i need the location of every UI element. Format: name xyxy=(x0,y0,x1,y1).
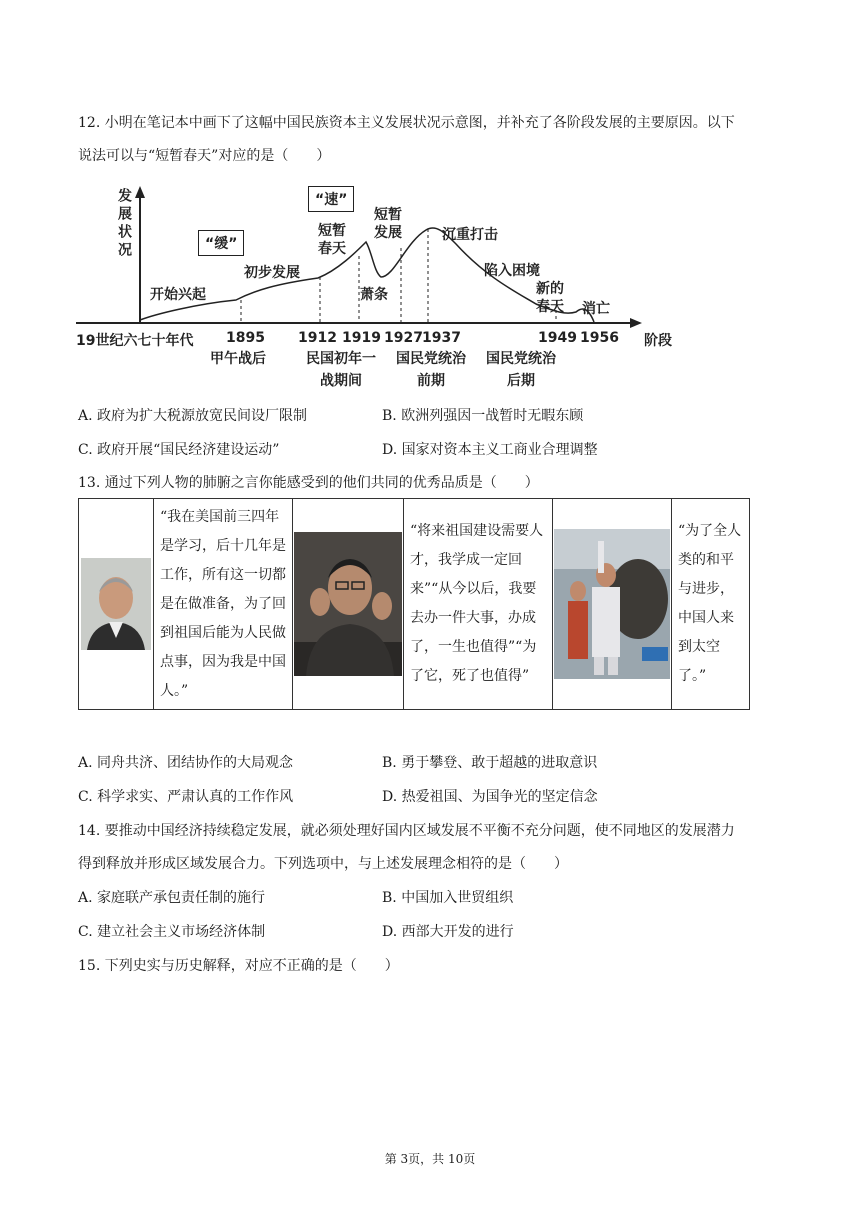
q12-stem-line2: 说法可以与“短暂春天”对应的是（ ） xyxy=(78,148,331,164)
period-label-3: 国民党统治后期 xyxy=(486,351,556,389)
box-fast: “速” xyxy=(308,186,354,212)
quote-cell-1: “我在美国前三四年是学习，后十几年是工作，所有这一切都是在做准备，为了回到祖国后能为人民做点事，因为我是中国人。” xyxy=(154,499,293,710)
q15-stem: 15. 下列史实与历史解释，对应不正确的是（ ） xyxy=(78,958,399,974)
q12-stem-line1: 12. 小明在笔记本中画下了这幅中国民族资本主义发展状况示意图，并补充了各阶段发展的主要原因。以下 xyxy=(78,115,735,131)
x-axis-end-label: 阶段 xyxy=(644,333,672,349)
q13-option-a[interactable]: A. 同舟共济、团结协作的大局观念 xyxy=(78,755,294,771)
q13-option-b[interactable]: B. 勇于攀登、敢于超越的进取意识 xyxy=(382,755,598,771)
period-label-2: 国民党统治前期 xyxy=(396,351,466,389)
period-label-0: 甲午战后 xyxy=(210,351,266,367)
stage-label-2: 短暂春天 xyxy=(318,223,346,257)
astronaut-photo xyxy=(554,529,670,679)
portrait-photo-1 xyxy=(81,558,151,650)
stage-label-5: 沉重打击 xyxy=(442,227,498,243)
q14-option-c[interactable]: C. 建立社会主义市场经济体制 xyxy=(78,924,266,940)
q12-option-b[interactable]: B. 欧洲列强因一战暂时无暇东顾 xyxy=(382,408,584,424)
portrait-photo-2 xyxy=(294,532,402,676)
y-axis-label: 发展状况 xyxy=(116,188,132,260)
portrait-cell-3 xyxy=(553,499,672,710)
development-diagram xyxy=(76,182,676,392)
q14-stem-line2: 得到释放并形成区域发展合力。下列选项中，与上述发展理念相符的是（ ） xyxy=(78,856,568,872)
year-label-1: 1895 xyxy=(226,330,265,346)
q13-option-c[interactable]: C. 科学求实、严肃认真的工作作风 xyxy=(78,789,294,805)
quote-cell-2: “将来祖国建设需要人才，我学成一定回来”“从今以后，我要去办一件大事，办成了，一生也值得”“为了它，死了也值得” xyxy=(404,499,553,710)
period-label-1: 民国初年一战期间 xyxy=(306,351,376,389)
stage-label-1: 初步发展 xyxy=(244,265,300,281)
page-footer: 第 3页，共 10页 xyxy=(384,1152,476,1166)
portrait-cell-2 xyxy=(293,499,404,710)
q13-option-d[interactable]: D. 热爱祖国、为国争光的坚定信念 xyxy=(382,789,598,805)
q14-stem-line1: 14. 要推动中国经济持续稳定发展，就必须处理好国内区域发展不平衡不充分问题，使不同地区的发展潜力 xyxy=(78,823,735,839)
q12-option-c[interactable]: C. 政府开展“国民经济建设运动” xyxy=(78,442,280,458)
q12-option-d[interactable]: D. 国家对资本主义工商业合理调整 xyxy=(382,442,598,458)
year-label-6: 1949 xyxy=(538,330,577,346)
stage-label-6: 陷入困境 xyxy=(484,263,540,279)
year-label-5: 1937 xyxy=(422,330,461,346)
stage-label-7: 新的春天 xyxy=(536,281,564,315)
year-label-0: 19世纪六七十年代 xyxy=(76,333,194,349)
q12-option-a[interactable]: A. 政府为扩大税源放宽民间设厂限制 xyxy=(78,408,308,424)
q14-option-d[interactable]: D. 西部大开发的进行 xyxy=(382,924,514,940)
year-label-3: 1919 xyxy=(342,330,381,346)
box-slow: “缓” xyxy=(198,230,244,256)
q14-option-b[interactable]: B. 中国加入世贸组织 xyxy=(382,890,514,906)
q14-option-a[interactable]: A. 家庭联产承包责任制的施行 xyxy=(78,890,266,906)
portrait-cell-1 xyxy=(79,499,154,710)
stage-label-8: 消亡 xyxy=(582,301,610,317)
year-label-4: 1927 xyxy=(384,330,423,346)
q13-stem: 13. 通过下列人物的肺腑之言你能感受到的他们共同的优秀品质是（ ） xyxy=(78,475,539,491)
quotes-table xyxy=(78,498,750,710)
quote-cell-3: “为了全人类的和平与进步，中国人来到太空了。” xyxy=(672,499,750,710)
stage-label-3: 萧条 xyxy=(360,287,388,303)
year-label-2: 1912 xyxy=(298,330,337,346)
stage-label-0: 开始兴起 xyxy=(150,287,206,303)
year-label-7: 1956 xyxy=(580,330,619,346)
stage-label-4: 短暂发展 xyxy=(374,207,402,241)
